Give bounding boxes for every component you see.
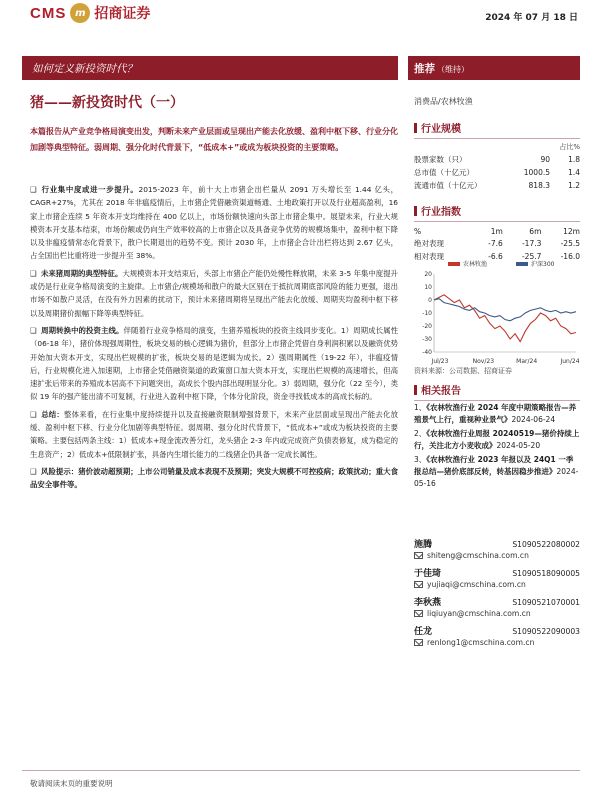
legend-label: 沪深300 xyxy=(531,261,555,268)
related-title: 相关报告 xyxy=(421,386,461,397)
row-value: 90 xyxy=(540,155,551,164)
report-title-link[interactable]: 《农林牧渔行业周报 20240519—猪价持续上行，关注北方小麦收成》 xyxy=(414,429,580,450)
bullet-mark-icon: ❑ xyxy=(30,409,37,419)
bullet-lead: 风险提示： xyxy=(41,466,79,476)
sector-tag: 消费品/农林牧渔 xyxy=(414,97,473,106)
bullet-mark-icon: ❑ xyxy=(30,466,37,476)
related-report-item[interactable] xyxy=(414,402,580,425)
legend-label: 农林牧渔 xyxy=(463,261,488,268)
bullet-lead: 未来猪周期的典型特征。 xyxy=(41,268,123,278)
legend-swatch xyxy=(516,262,528,266)
industry-scale-table xyxy=(414,141,580,192)
key-points xyxy=(30,183,398,496)
row-label: 股票家数（只） xyxy=(414,155,467,164)
report-num: 2、 xyxy=(414,429,427,439)
analyst-email[interactable]: shiteng@cmschina.com.cn xyxy=(427,551,529,560)
row-value: -7.6 xyxy=(488,239,503,248)
rating-sub: （维持） xyxy=(437,65,469,74)
x-tick-label: Jul/23 xyxy=(431,358,449,365)
report-num: 3、 xyxy=(414,455,427,465)
bullet-body: 整体来看，在行业集中度持续提升以及直接融资限制增强背景下，未来产业层面或呈现出产能去化放缓、盈利中枢下移、行业分化加剧等典型特征。弱周期、强分化时代背景下，“低成本+”或成为板块投资的主要策略。主要包括两条主线：1）低成本+现金流改善分红，龙头猪企 2-3 年内或完成资产负债表修复，成为稳定的生息资产；2）低成本+低限制扩张，具备内生增长能力的二线猪企仍具备一定成长属性。 xyxy=(30,409,398,459)
report-title-link[interactable]: 《农林牧渔行业 2024 年度中期策略报告—养殖景气上行，重视种业景气》 xyxy=(414,403,577,424)
chart-svg xyxy=(414,258,580,366)
analyst-card xyxy=(414,537,580,560)
rating-banner xyxy=(408,56,580,80)
report-date-item: 2024-05-20 xyxy=(496,440,541,450)
table-row xyxy=(414,153,580,166)
analyst-cert: S1090522090003 xyxy=(512,627,580,636)
report-title-link[interactable]: 《农林牧渔行业 2023 年报以及 24Q1 一季报总结—猪价底部反转，转基因稳步推进》 xyxy=(414,455,574,476)
bullet-body: 伴随着行业竞争格局的演变，生猪养殖板块的投资主线同步变化。1）周期成长属性（06-18 年），猪价体现强周期性，板块交易的核心逻辑为猪价，但部分上市猪企凭借自身利润积累以及融资优势开始加大资本开支，实现出栏规模的扩张，板块交易的是逻辑为成长。2）强周期属性（19-22 年），非瘟疫情后，行业规模化进入加速期，上市猪企凭借融资渠道的政策窗口加大资本开支，实现出栏规模的高速增长，但高速扩张后带来的养殖成本居高不下问题突出，高成长个股内部出现明显分化。3）弱周期，强分化（22 至今），类似 19 年的强产能出清不可复制，行业进入盈利中枢下降，个体分化阶段，资金寻找低成本的高成长标的。 xyxy=(30,325,398,402)
report-num: 1、 xyxy=(414,403,427,412)
row-label: 流通市值（十亿元） xyxy=(414,181,482,190)
analyst-cert: S1090522080002 xyxy=(512,540,580,549)
logo-chinese: 招商证券 xyxy=(94,6,151,22)
y-tick-label: 10 xyxy=(424,284,432,291)
chart-source: 资料来源：公司数据、招商证券 xyxy=(414,367,512,375)
footer-divider xyxy=(22,770,580,771)
x-tick-label: Mar/24 xyxy=(516,358,538,365)
row-value: -17.3 xyxy=(521,239,542,248)
bullet-body: 猪价波动超预期；上市公司销量及成本表现不及预期；突发大规模不可控疫病；政策扰动；重大食品安全事件等。 xyxy=(30,466,398,490)
bullet-item xyxy=(30,183,398,263)
heading-marker-icon xyxy=(414,123,417,133)
industry-scale-section xyxy=(414,120,580,192)
row-pct: 1.2 xyxy=(568,181,580,190)
heading-marker-icon xyxy=(414,206,417,216)
col-header: 12m xyxy=(563,227,580,236)
logo-badge-icon: m xyxy=(70,3,90,23)
bullet-body: 2015-2023 年，前十大上市猪企出栏量从 2091 万头增长至 1.44 亿头，CAGR+27%，尤其在 2018 年非瘟疫情后，上市猪企凭借融资渠道畅通、土地政策打开以及行业超高盈利，16 家上市猪企连续 5 年资本开支均维持在 400 亿以上，市场份额快速向头部上市猪企集中。展望未来，行业大规模资本开支基本结束，市场份额或仍向生产效率较高的上市猪企以及具备竞争优势的规模场集中，盈利中枢下降以及非瘟疫情常态化背景下，散户长期退出的趋势不变。预计 2030 年，上市猪企合计出栏将达到 2.67 亿头，占全国出栏比重将进一步提升至 38%。 xyxy=(30,185,398,261)
analyst-card xyxy=(414,624,580,647)
report-title: 猪——新投资时代（一） xyxy=(30,95,184,111)
y-tick-label: -30 xyxy=(422,336,432,343)
bullet-lead: 行业集中度或进一步提升。 xyxy=(41,185,139,194)
report-date: 2024 年 07 月 18 日 xyxy=(485,13,578,23)
analyst-email[interactable]: liqiuyan@cmschina.com.cn xyxy=(427,609,531,618)
logo-latin: CMS xyxy=(30,4,67,22)
col-header: 1m xyxy=(490,227,503,236)
analyst-cert: S1090518090005 xyxy=(512,569,580,578)
y-tick-label: -20 xyxy=(422,323,432,330)
bullet-item xyxy=(30,267,398,320)
mail-icon xyxy=(414,639,423,646)
rating-label: 推荐 xyxy=(414,63,435,75)
bullet-lead: 总结： xyxy=(41,409,64,419)
series-line-农林牧渔 xyxy=(434,295,576,342)
mail-icon xyxy=(414,610,423,617)
report-date-item: 2024-05-16 xyxy=(414,466,579,488)
report-date-item: 2024-06-24 xyxy=(511,414,556,424)
bullet-item xyxy=(30,324,398,404)
col-header: % xyxy=(414,227,422,236)
related-report-item[interactable] xyxy=(414,454,580,489)
industry-scale-title: 行业规模 xyxy=(421,124,461,135)
table-header-row xyxy=(414,226,580,237)
analyst-name: 任龙 xyxy=(414,627,433,637)
company-logo xyxy=(30,2,150,24)
row-label: 相对表现 xyxy=(414,252,444,261)
analyst-name: 施腾 xyxy=(414,540,433,550)
analyst-card xyxy=(414,566,580,589)
row-label: 总市值（十亿元） xyxy=(414,168,474,177)
bullet-mark-icon: ❑ xyxy=(30,268,37,278)
section-heading xyxy=(414,120,580,139)
mail-icon xyxy=(414,552,423,559)
col-header: 6m xyxy=(529,227,542,236)
analyst-name: 于佳琦 xyxy=(414,569,442,579)
bullet-body: 大规模资本开支结束后，头部上市猪企产能仍处慢性释放期，未来 3-5 年集中度提升或仍是行业竞争格局演变的主旋律。上市猪企/规模场和散户的最大区别在于抵抗周期底部风险的能力更强，退出市场不如散户灵活，在没有外力因素的扰动下，预计未来猪周期将呈现出产能去化放缓、周期夹均盈利中枢下移以及周期猪价振幅下降等典型特征。 xyxy=(30,268,398,318)
row-pct: 1.8 xyxy=(568,155,580,164)
bullet-item xyxy=(30,408,398,461)
row-value: 818.3 xyxy=(528,181,551,190)
bullet-lead: 周期转换中的投资主线。 xyxy=(41,325,124,335)
row-pct: 1.4 xyxy=(568,168,580,177)
row-value: -16.0 xyxy=(560,252,580,261)
industry-index-title: 行业指数 xyxy=(421,207,461,218)
x-tick-label: Jun/24 xyxy=(560,358,580,365)
legend-swatch xyxy=(448,262,460,266)
related-reports-list xyxy=(414,402,580,492)
bullet-item-risk xyxy=(30,465,398,492)
related-report-item[interactable] xyxy=(414,428,580,451)
related-reports-section xyxy=(414,382,580,401)
section-heading xyxy=(414,382,580,401)
row-value: -6.6 xyxy=(488,252,503,261)
analysts-section xyxy=(414,537,580,653)
row-value: -25.5 xyxy=(560,239,580,248)
y-tick-label: -10 xyxy=(422,310,432,317)
industry-index-section xyxy=(414,203,580,263)
banner-question: 如何定义新投资时代？ xyxy=(22,56,398,80)
section-heading xyxy=(414,203,580,222)
analyst-email[interactable]: yujiaqi@cmschina.com.cn xyxy=(427,580,526,589)
analyst-cert: S1090521070001 xyxy=(512,598,580,607)
report-summary: 本篇报告从产业竞争格局演变出发，判断未来产业层面或呈现出产能去化放缓、盈利中枢下移、行业分化加剧等典型特征。弱周期、强分化时代背景下，“低成本+”或成为板块投资的主要策略。 xyxy=(30,127,398,152)
row-label: 绝对表现 xyxy=(414,239,444,248)
y-tick-label: 0 xyxy=(428,297,432,304)
table-row xyxy=(414,166,580,179)
y-tick-label: -40 xyxy=(422,349,432,356)
footer-note: 敬请阅读末页的重要说明 xyxy=(30,779,113,788)
table-row xyxy=(414,179,580,192)
x-tick-label: Nov/23 xyxy=(472,358,495,365)
index-performance-chart xyxy=(414,258,580,366)
mail-icon xyxy=(414,581,423,588)
row-value: 1000.5 xyxy=(523,168,551,177)
heading-marker-icon xyxy=(414,385,417,395)
analyst-card xyxy=(414,595,580,618)
y-tick-label: 20 xyxy=(424,271,432,278)
pct-header: 占比% xyxy=(559,143,580,151)
table-row xyxy=(414,237,580,250)
row-value: -25.7 xyxy=(521,252,542,261)
bullet-mark-icon: ❑ xyxy=(30,325,37,335)
bullet-mark-icon: ❑ xyxy=(30,185,37,194)
analyst-email[interactable]: renlong1@cmschina.com.cn xyxy=(427,638,535,647)
analyst-name: 李秋燕 xyxy=(414,598,442,608)
